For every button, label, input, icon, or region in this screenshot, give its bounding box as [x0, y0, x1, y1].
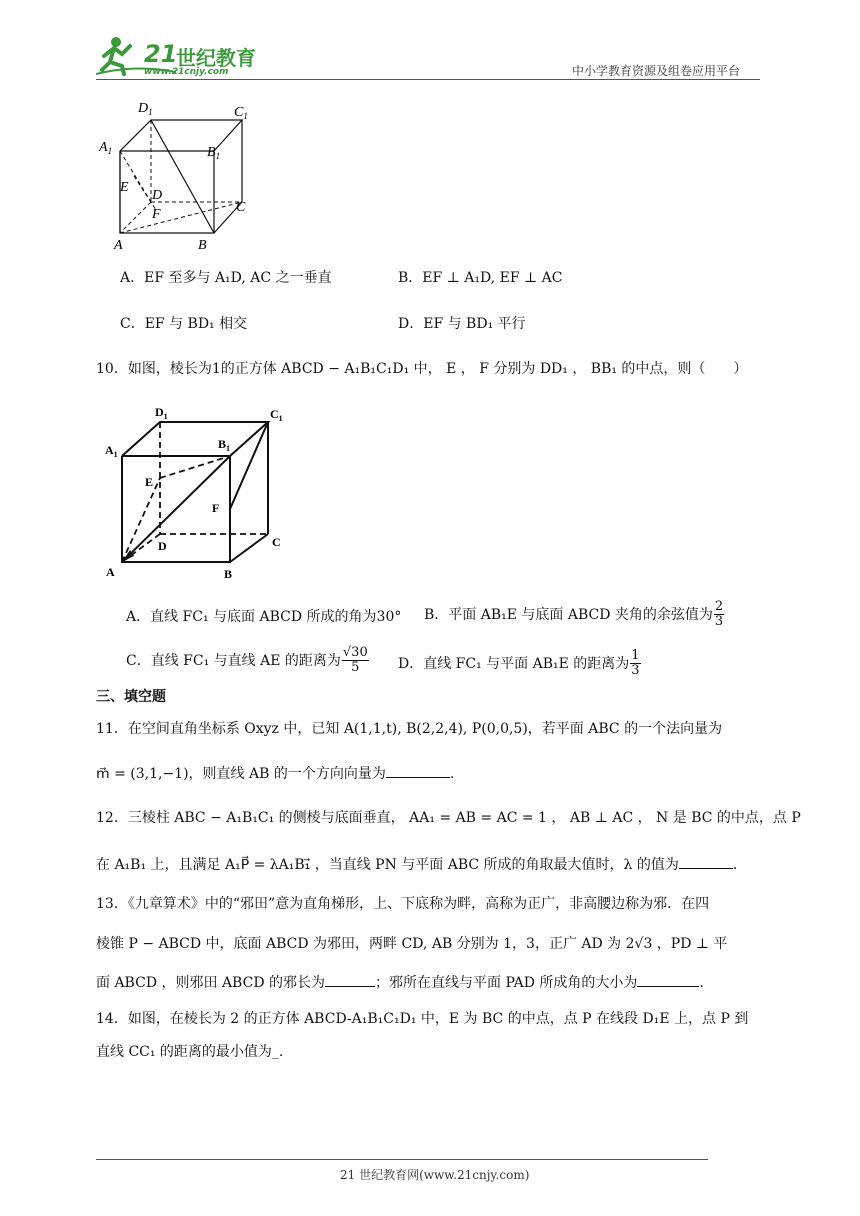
footer-rule [96, 1159, 708, 1160]
q13-line3-text-b: ；邪所在直线与平面 PAD 所成角的大小为 [375, 975, 638, 991]
label-D: D [152, 188, 163, 203]
q12-answer-blank[interactable] [679, 854, 733, 869]
label-F: F [212, 501, 220, 515]
logo-text: 世纪教育 [176, 46, 256, 70]
header-logo [96, 34, 256, 78]
label-F: F [152, 207, 161, 222]
label-B: B [198, 238, 207, 253]
q13-line3: 面 ABCD ，则邪田 ABCD 的邪长为 ；邪所在直线与平面 PAD 所成角的大小为 . [96, 972, 704, 993]
logo-number: 21 [144, 40, 178, 68]
label-A: A [106, 565, 115, 579]
label-B: B [224, 567, 233, 581]
q9-option-d: D．EF 与 BD₁ 平行 [398, 316, 526, 332]
q10-option-d [398, 649, 642, 678]
q14-line1: 14．如图，在棱长为 2 的正方体 ABCD-A₁B₁C₁D₁ 中，E 为 BC 的中点，点 P 在线段 D₁E 上，点 P 到 [96, 1011, 749, 1027]
q10-option-d-text: D．直线 FC₁ 与平面 AB₁E 的距离为 [398, 655, 630, 672]
label-E: E [145, 475, 154, 489]
q11-line1: 11．在空间直角坐标系 Oxyz 中，已知 A(1,1,t), B(2,2,4), P(0,0,5)，若平面 ABC 的一个法向量为 [96, 721, 723, 737]
q10-option-d-fraction: $\frac{1}{3}$ [631, 648, 640, 678]
q9-option-a: A．EF 至多与 A₁D, AC 之一垂直 [120, 270, 332, 286]
cube-figure-q10 [100, 404, 300, 584]
q10-option-c [126, 646, 370, 675]
q11-line2-text: m⃗ = (3,1,−1)，则直线 AB 的一个方向向量为 [96, 766, 386, 782]
label-D: D [158, 539, 167, 553]
q11-answer-blank[interactable] [386, 763, 450, 778]
label-A1: $A_1$ [105, 443, 118, 459]
q10-stem: 10．如图，棱长为1的正方体 ABCD − A₁B₁C₁D₁ 中， E ， F 分别为 DD₁ ， BB₁ 的中点，则（ ） [96, 361, 748, 377]
q14-line2: 直线 CC₁ 的距离的最小值为_. [96, 1044, 284, 1060]
label-C1: $C_1$ [234, 105, 248, 121]
q10-option-c-fraction: $\frac{√30}{5}$ [342, 645, 368, 675]
q9-option-c: C．EF 与 BD₁ 相交 [120, 316, 248, 332]
label-C: C [236, 200, 246, 215]
q13-line3-text-a: 面 ABCD ，则邪田 ABCD 的邪长为 [96, 975, 325, 991]
label-E: E [120, 180, 129, 195]
label-D1: $D_1$ [138, 101, 153, 117]
q10-option-b-fraction: $\frac{2}{3}$ [714, 599, 724, 629]
label-C1: $C_1$ [270, 407, 283, 423]
q10-option-b-text: B．平面 AB₁E 与底面 ABCD 夹角的余弦值为 [424, 606, 713, 623]
q13-line1: 13．《九章算术》中的“邪田”意为直角梯形，上、下底称为畔，高称为正广，非高腰边称为邪．在四 [96, 896, 710, 912]
q12-line2: 在 A₁B₁ 上，且满足 A₁P⃗ = λA₁B₁⃗ ，当直线 PN 与平面 ABC 所成的角取最大值时，λ 的值为 . [96, 854, 737, 875]
section-title-fill-blank: 三、填空题 [96, 689, 166, 705]
q12-line1: 12．三棱柱 ABC − A₁B₁C₁ 的侧棱与底面垂直， AA₁ = AB = AC = 1 ， AB ⊥ AC ， N 是 BC 的中点，点 P [96, 810, 801, 826]
label-B1: $B_1$ [207, 145, 221, 161]
label-A: A [114, 238, 123, 253]
label-B1: $B_1$ [218, 437, 231, 453]
q10-option-c-text: C．直线 FC₁ 与直线 AE 的距离为 [126, 652, 341, 669]
label-C: C [272, 535, 281, 549]
q9-option-b: B．EF ⊥ A₁D, EF ⊥ AC [398, 270, 563, 286]
header-right-text: 中小学教育资源及组卷应用平台 [572, 64, 741, 78]
label-D1: $D_1$ [155, 405, 168, 421]
q13-line2: 棱锥 P − ABCD 中，底面 ABCD 为邪田，两畔 CD, AB 分别为 1，3，正广 AD 为 2√3 ，PD ⊥ 平 [96, 936, 728, 952]
q11-line2: m⃗ = (3,1,−1)，则直线 AB 的一个方向向量为 . [96, 763, 454, 784]
footer-text: 21 世纪教育网(www.21cnjy.com) [340, 1168, 530, 1182]
q10-option-a: A．直线 FC₁ 与底面 ABCD 所成的角为30° [126, 609, 402, 625]
q12-line2-text: 在 A₁B₁ 上，且满足 A₁P⃗ = λA₁B₁⃗ ，当直线 PN 与平面 ABC 所成的角取最大值时，λ 的值为 [96, 857, 679, 873]
q13-answer-blank-1[interactable] [325, 972, 375, 987]
header-rule [96, 79, 760, 80]
q10-option-b [424, 600, 725, 629]
q13-answer-blank-2[interactable] [637, 972, 699, 987]
label-A1: $A_1$ [99, 140, 113, 156]
logo-url: www.21cnjy.com [144, 67, 229, 77]
cube-figure-q9 [96, 96, 266, 256]
